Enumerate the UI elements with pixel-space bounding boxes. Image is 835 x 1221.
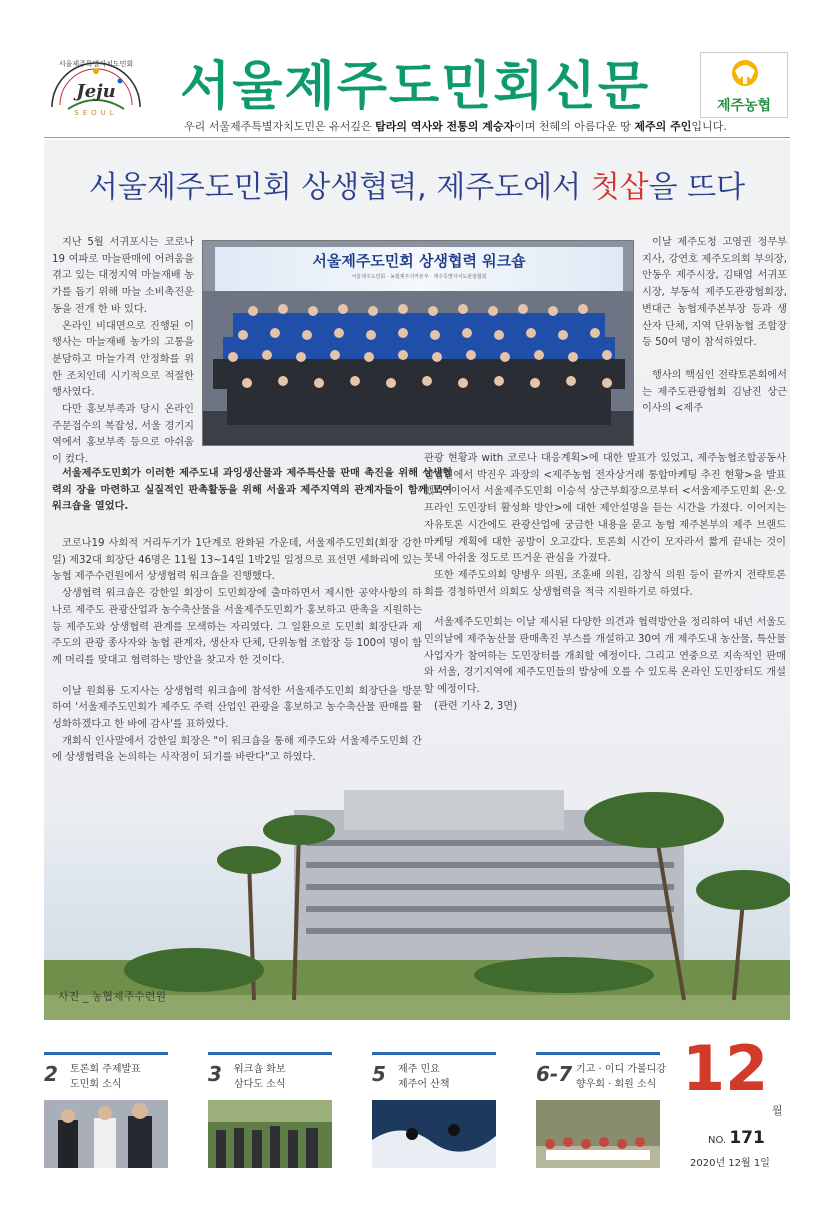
- index-thumbnail: [372, 1100, 496, 1168]
- column-b: [424, 451, 786, 716]
- paragraph: 이날 제주도청 고영권 정무부지사, 강연호 제주도의회 부의장, 안동우 제주시장, 김태엽 서귀포시장, 부동석 제주도관광협회장, 변대근 농협제주본부장 등과 생산자 단체, 지역 단위농협 조합장 등 50여 명이 참석하였다.: [642, 237, 787, 349]
- index-topics: [576, 1062, 666, 1092]
- index-topic: 토론회 주제발표: [70, 1064, 141, 1075]
- index-thumbnail: [536, 1100, 660, 1168]
- index-rule: [372, 1052, 496, 1055]
- paragraph: 상생협력 워크숍은 강한일 회장이 도민회장에 출마하면서 제시한 공약사항의 하나로 제주도 관광산업과 농수축산물을 서울제주도민회가 홍보하고 판촉을 지원하는 등 제주도와 상생협력 관계를 모색하는 자리였다. 그 일환으로 도민회 회장단과 제주도의 관광 종사자와 농협 관계자, 생산자 단체, 단위농협 조합장 등 100여 명이 함께 머리를 맞대고 협력하는 방안을 찾고자 한 것이다.: [52, 588, 423, 666]
- article-headline: [44, 162, 790, 206]
- index-topics: [234, 1062, 285, 1092]
- issue-month-unit: 월: [772, 1104, 783, 1117]
- paragraph: 다만 홍보부족과 당시 온라인 주문접수의 복잡성, 서울 경기지역에서 홍보부족 등으로 아쉬움이 컸다.: [52, 404, 194, 466]
- index-topics: [398, 1062, 449, 1092]
- photo-banner-text: 서울제주도민회 상생협력 워크숍: [312, 252, 526, 270]
- lead-paragraph: 서울제주도민회가 이러한 제주도내 과잉생산물과 제주특산물 판매 촉진을 위해 상생협력의 장을 마련하고 실질적인 판촉활동을 위해 서울과 제주지역의 관계자들이 함께 모여 워크숍을 열었다.: [52, 468, 452, 513]
- index-rule: [536, 1052, 660, 1055]
- page-index: [44, 1044, 664, 1174]
- issue-number: [708, 1128, 765, 1148]
- logo-word: Jeju: [76, 81, 116, 102]
- resort-photo: [44, 780, 790, 1020]
- paragraph: [52, 670, 422, 684]
- index-rule: [208, 1052, 332, 1055]
- paragraph: 또한 제주도의회 양병우 의원, 조훈배 의원, 김창식 의원 등이 끝까지 전략토론회를 경청하면서 의회도 상생협력을 적극 지원하기로 하였다.: [424, 569, 786, 598]
- nonghyup-logo: [700, 52, 788, 118]
- lead-article: [44, 140, 790, 1020]
- paragraph: [642, 352, 787, 368]
- paragraph: 코로나19 사회적 거리두기가 1단계로 완화된 가운데, 서울제주도민회(회장 강한일) 제32대 회장단 46명은 11월 13~14일 1박2일 일정으로 표선면 세화리에 있는 농협 제주수련원에서 상생협력 워크숍을 진행했다.: [52, 538, 422, 583]
- paragraph: 관광 현황과 with 코로나 대응계획>에 대한 발표가 있었고, 제주농협조합공동사업법인에서 박진우 과장의 <제주농협 전자상거래 통합마케팅 추진 현황>을 발표했다. 이어서 서울제주도민회 이승석 상근부회장으로부터 <서울제주도민회 온·오프라인 도민장터 활성화 방안>에 대한 제안설명을 듣는 시간을 가졌다. 이어지는 자유토론 시간에도 관광산업에 궁금한 내용을 묻고 농협 제주본부의 제주 브랜드 마케팅 계획에 대한 공방이 오고갔다. 토론회 시간이 모자라서 짧게 끝내는 것이 못내 아쉬울 정도로 뜨거운 관심을 가졌다.: [424, 453, 786, 565]
- column-right-top: [642, 235, 787, 418]
- masthead-rule: [44, 137, 790, 138]
- paragraph: 온라인 비대면으로 진행된 이 행사는 마늘재배 농가의 고통을 분담하고 마늘가격 안정화를 위한 조치인데 시기적으로 적절한 행사였다.: [52, 320, 194, 399]
- index-topic: 제주어 산책: [398, 1079, 450, 1090]
- motto-post: 입니다.: [691, 120, 727, 133]
- jeju-seoul-logo: [42, 55, 150, 123]
- index-topic: 도민회 소식: [70, 1079, 122, 1090]
- index-thumbnail: [44, 1100, 168, 1168]
- index-topics: [70, 1062, 141, 1092]
- issue-number-label: NO.: [708, 1135, 727, 1146]
- issue-info: [680, 1032, 790, 1180]
- paragraph: 개회식 인사말에서 강한일 회장은 "이 워크숍을 통해 제주도와 서울제주도민회 간에 상생협력을 논의하는 시작점이 되기를 바란다"고 하였다.: [52, 735, 422, 764]
- photo-caption: 사진 _ 농협제주수련원: [58, 990, 167, 1003]
- motto-bold-1: 탐라의 역사와 전통의 계승자: [375, 120, 515, 133]
- motto-bold-2: 제주의 주인: [634, 120, 692, 133]
- motto-pre: 우리 서울제주특별자치도민은 유서깊은: [184, 120, 376, 133]
- paragraph: 행사의 핵심인 전략토론회에서는 제주도관광협회 김남진 상근이사의 <제주: [642, 369, 787, 415]
- masthead: [0, 0, 835, 140]
- workshop-group-photo: [202, 240, 634, 446]
- index-topic: 제주 민요: [398, 1064, 440, 1075]
- index-topic: 향우회 · 회원 소식: [576, 1079, 657, 1090]
- column-left-top: [52, 235, 194, 469]
- paragraph: 서울제주도민회는 이날 제시된 다양한 의견과 협력방안을 정리하여 내년 서울도민의날에 제주농산물 판매촉진 부스를 개설하고 30여 개 제주도내 농산물, 특산물 사업자가 참여하는 도민장터를 개최할 예정이다. 그리고 연중으로 지속적인 판매와 서울, 경기지역에 제주도민들의 밥상에 오를 수 있도록 온라인 도민장터도 개설할 예정이다.: [424, 617, 786, 696]
- issue-date: 2020년 12월 1일: [690, 1158, 770, 1169]
- index-page-number: 6-7: [536, 1062, 573, 1086]
- logo-sub: SEOUL: [74, 109, 118, 117]
- motto: [184, 118, 727, 134]
- index-page-number: 5: [372, 1062, 386, 1086]
- paragraph: 이날 원희룡 도지사는 상생협력 워크숍에 참석한 서울제주도민회 회장단을 방문하여 '서울제주도민회가 제주도 주력 산업인 관광을 홍보하고 농수축산물 판매를 활성화하겠다고 한 바에 감사'를 표하였다.: [52, 685, 422, 731]
- index-page-number: 2: [44, 1062, 58, 1086]
- column-a: [52, 536, 422, 767]
- index-topic: 삼다도 소식: [234, 1079, 286, 1090]
- issue-month: 12: [682, 1032, 769, 1105]
- motto-mid: 이며 천혜의 아름다운 땅: [514, 120, 635, 133]
- headline-emphasis: 첫삽: [590, 170, 649, 205]
- index-topic: 기고 · 이디 가볼디강: [576, 1064, 666, 1075]
- newspaper-title: 서울제주도민회신문: [180, 57, 651, 117]
- index-thumbnail: [208, 1100, 332, 1168]
- index-rule: [44, 1052, 168, 1055]
- photo-banner: [215, 247, 623, 291]
- index-topic: 워크숍 화보: [234, 1064, 286, 1075]
- paragraph: 지난 5월 서귀포시는 코로나19 여파로 마늘판매에 어려움을 겪고 있는 대정지역 마늘재배 농가를 돕기 위해 마늘 소비촉진운동을 전개 한 바 있다.: [52, 237, 194, 315]
- paragraph: (관련 기사 2, 3면): [434, 700, 518, 712]
- issue-number-value: 171: [729, 1128, 765, 1148]
- nonghyup-label: 제주농협: [716, 98, 772, 114]
- headline-post: 을 뜨다: [648, 170, 746, 205]
- index-page-number: 3: [208, 1062, 222, 1086]
- headline-pre: 서울제주도민회 상생협력, 제주도에서: [88, 170, 591, 205]
- nonghyup-emblem-icon: [701, 53, 789, 97]
- paragraph: [424, 601, 786, 615]
- logo-arc-text: 서울제주특별자치도민회: [58, 60, 134, 68]
- photo-banner-sub: 서울제주도민회 · 농협제주지역본부 · 제주특별자치도관광협회: [351, 274, 487, 280]
- article-lead: [52, 466, 452, 516]
